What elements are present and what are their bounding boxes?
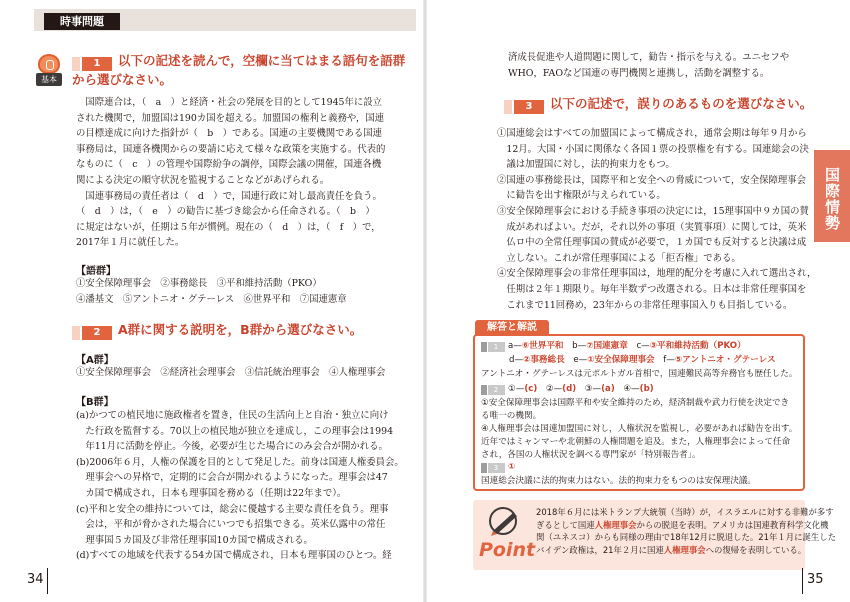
point-logo-word: Point (479, 539, 536, 561)
statement-line: ④安全保障理事会の非常任理事国は，地理的配分を考慮に入れて選出され， (497, 268, 817, 280)
section-title: 時事問題 (44, 13, 120, 30)
page-number-left: 34 (27, 572, 44, 587)
passage-line: された機関で，加盟国は190カ国を超える。加盟国の権利と義務や，国連 (76, 112, 385, 124)
answer-value: ③平和維持活動（PKO） (649, 341, 746, 351)
question-text: A群に関する説明を，B群から選びなさい。 (118, 322, 363, 337)
passage-line: の目標達成に向けた指針が（ b ）である。国連の主要機関である国連 (76, 128, 383, 140)
passage-line: に規定はないが，任期は５年が慣例。現在の（ d ）は，（ f ）で， (76, 221, 381, 233)
chapter-side-tab[interactable]: 国際情勢 (814, 150, 850, 242)
answer-key: ④— (614, 384, 640, 394)
group-b-line: (a)かつての植民地に施政権者を置き，住民の生活向上と自治・独立に向け (76, 410, 389, 421)
answer-key: a— (508, 341, 522, 351)
page-number-right: 35 (807, 572, 824, 587)
statement-line: 仏ロ中の全常任理事国の賛成が必要で，１カ国でも反対すると決議は成 (497, 237, 807, 249)
passage-line: なものに（ c ）の管理や国際紛争の調停，国際会議の開催，国連各機 (76, 159, 382, 171)
answer-1-line-1 (481, 340, 746, 353)
continuation-line: WHO，FAOなど国連の専門機関と連携し，活動を調整する。 (508, 67, 770, 79)
answer-2-notes (481, 397, 797, 462)
point-text (536, 506, 836, 556)
point-line: 関（ユネスコ）からも同様の理由で18年12月に脱退した。21年１月に誕生した (536, 532, 836, 543)
answer-number: 2 (481, 385, 505, 395)
group-b-line: 理事国５カ国及び非常任理事国10カ国で構成される。 (76, 534, 313, 546)
answer-value: ⑤アントニオ・グテーレス (674, 355, 776, 365)
wordbank-title: 【語群】 (76, 266, 116, 277)
level-badge (36, 54, 62, 88)
question-3-heading (504, 95, 812, 114)
answer-number: 1 (481, 342, 505, 352)
passage-line: （ d ）は，（ e ）の勧告に基づき総会から任命される。（ b ） (76, 206, 375, 218)
answer-key: ③— (576, 384, 602, 394)
answer-note-line: ①安全保障理事会は国際平和や安全維持のため，経済制裁や武力行使を決定でき (481, 398, 790, 408)
statement-line: ②国連の事務総長は，国際平和と安全への脅威について，安全保障理事会 (497, 174, 807, 186)
answer-value: ①安全保障理事会 (587, 355, 655, 365)
continuation-line: 済成長促進や人道問題に関して，勧告・指示を与える。ユニセフや (508, 52, 790, 63)
group-b-continuation (508, 50, 789, 81)
answer-3-note: 国連総会決議に法的拘束力はない。法的拘束力をもつのは安保理決議。 (481, 476, 757, 486)
question-text: から選びなさい。 (72, 72, 173, 87)
answer-value: (d) (562, 384, 577, 394)
answers-title: 解答と解説 (475, 320, 549, 336)
passage-line: 国連事務局の責任者は（ d ）で，国連行政に対し最高責任を負う。 (76, 190, 382, 202)
group-b-line: (b)2006年６月，人権の保護を目的として発足した。前身は国連人権委員会。 (76, 456, 404, 468)
answer-note-line: る唯一の機関。 (481, 411, 542, 421)
statement-line: に勧告を出す権限が与えられている。 (497, 190, 666, 202)
point-line: バイデン政権は，21年２月に国連人権理事会への復帰を表明している。 (536, 544, 807, 555)
statement-line: ①国連総会はすべての加盟国によって構成され，通常会期は毎年９月から (497, 128, 807, 139)
answer-3-value: ① (508, 462, 516, 472)
passage-line: 2017年１月に就任した。 (76, 237, 185, 249)
level-badge-label: 基本 (36, 73, 62, 86)
answer-2-line (481, 383, 654, 396)
answer-key: f— (654, 355, 675, 365)
wordbank-line: ①安全保障理事会 ②事務総長 ③平和維持活動（PKO） (76, 278, 322, 289)
lightbulb-icon (38, 54, 60, 74)
statement-line: 立しない。これが常任理事国による「拒否権」である。 (497, 252, 741, 264)
group-b-list (76, 408, 404, 564)
answer-value: ②事務総長 (523, 355, 565, 365)
answer-note-line: 近年ではミャンマーや北朝鮮の人権問題を追及。また，人権理事会によって任命 (481, 437, 791, 447)
answer-value: (c) (524, 384, 538, 394)
question-number: 2 (72, 326, 112, 340)
point-line: 2018年６月には米トランプ大統領（当時）が，イスラエルに対する非難が多す (536, 507, 834, 517)
group-a-title: 【A群】 (76, 355, 114, 366)
answer-1-line-2 (509, 354, 776, 367)
answer-value: ⑦国連憲章 (586, 341, 628, 351)
answer-key: b— (563, 341, 587, 351)
group-b-line: (d)すべての地域を代表する54カ国で構成され，日本も理事国のひとつ。経 (76, 550, 392, 562)
group-b-line: カ国で構成され，日本も理事国を務める（任期は22年まで）。 (76, 487, 347, 499)
group-b-line: 会は，平和が脅かされた場合にいつでも招集できる。英米仏露中の常任 (76, 519, 386, 531)
answer-key: e— (564, 355, 588, 365)
page-gutter (423, 0, 427, 602)
page-divider (47, 568, 48, 594)
statement-line: 議は加盟国に対し，法的拘束力をもつ。 (497, 159, 675, 171)
group-b-line: た行政を監督する。70以上の植民地が独立を達成し，この理事会は1994 (76, 425, 394, 437)
question-1-heading (72, 52, 405, 88)
answer-value: (b) (639, 384, 654, 394)
group-b-title: 【B群】 (76, 397, 114, 408)
answer-number: 3 (481, 463, 505, 473)
answer-value: (a) (601, 384, 615, 394)
group-b-line: (c)平和と安全の維持については，総会に優越する主要な責任を負う。理事 (76, 503, 389, 515)
statement-line: 12月。大国・小国に関係なく各国１票の投票権を有する。国連総会の決 (497, 143, 809, 155)
wordbank-line: ④潘基文 ⑤アントニオ・グテーレス ⑥世界平和 ⑦国連憲章 (76, 293, 347, 305)
statement-line: 成があればよい。だが，それ以外の事項（実質事項）に関しては，英米 (497, 221, 807, 233)
statement-line: これまで11回務め，23年からの非常任理事国入りも目指している。 (497, 299, 793, 311)
question-text: 以下の記述を読んで，空欄に当てはまる語句を語群 (118, 53, 406, 68)
answer-note-line: され，各国の人権状況を調べる専門家が「特別報告者」。 (481, 450, 701, 460)
pen-icon (487, 505, 523, 537)
group-b-line: 理事会への昇格で，定期的に会合が開かれるようになった。理事会は47 (76, 472, 388, 484)
group-b-line: 年11月に活動を停止。今後，必要が生じた場合にのみ会合が開かれる。 (76, 441, 388, 453)
passage-line: 関による決定の順守状況を監視することなどがあげられる。 (76, 174, 330, 186)
answer-value: ⑥世界平和 (521, 341, 564, 351)
answer-key: ①— (508, 384, 525, 394)
question-2-heading (72, 321, 362, 340)
answer-3-line (481, 461, 515, 474)
question-1-passage (76, 95, 385, 251)
answer-key: d— (509, 355, 524, 365)
page-divider (802, 568, 803, 594)
question-number: 1 (72, 57, 112, 71)
group-a-list: ①安全保障理事会 ②経済社会理事会 ③信託統治理事会 ④人権理事会 (76, 367, 386, 378)
passage-line: 国際連合は，（ a ）と経済・社会の発展を目的として1945年に設立 (76, 97, 383, 108)
point-line: ぎるとして国連人権理事会からの脱退を表明。アメリカは国連教育科学文化機 (536, 519, 829, 530)
question-text: 以下の記述で，誤りのあるものを選びなさい。 (550, 96, 813, 111)
question-number: 3 (504, 100, 544, 114)
answer-1-note: アントニオ・グテーレスは元ポルトガル首相で，国連難民高等弁務官も歴任した。 (481, 369, 798, 379)
point-logo (479, 503, 537, 565)
statement-line: ③安全保障理事会における手続き事項の決定には，15理事国中９カ国の賛 (497, 205, 809, 217)
answer-note-line: ④人権理事会は国連加盟国に対し，人権状況を監視し，必要があれば勧告を出す。 (481, 424, 798, 434)
answer-key: c— (627, 341, 650, 351)
statement-line: 任期は２年１期限り。毎年半数ずつ改選される。日本は非常任理事国を (497, 283, 807, 295)
wordbank-list (76, 276, 347, 307)
question-3-statements (497, 126, 816, 313)
answer-key: ②— (537, 384, 563, 394)
passage-line: 事務局は，国連各機関からの要請に応えて様々な政策を実施する。代表的 (76, 143, 386, 155)
